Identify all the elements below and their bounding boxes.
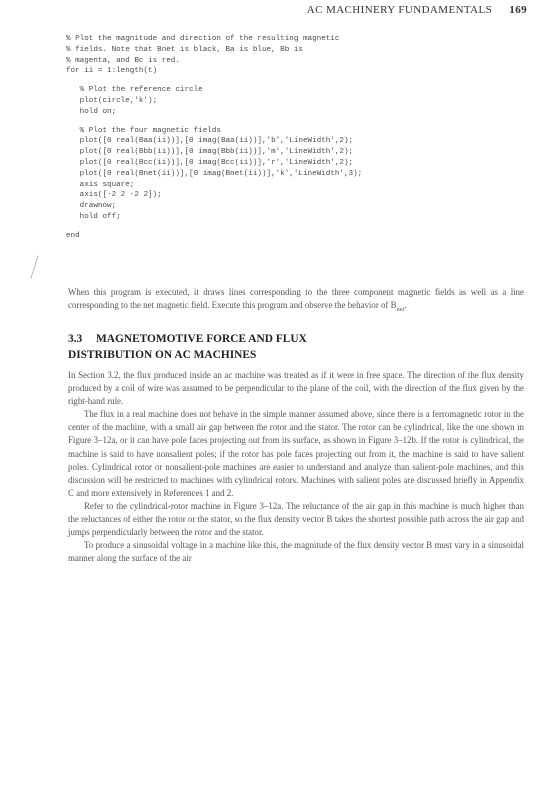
code-line: plot([0 real(Baa(ii))],[0 imag(Baa(ii))],'b','LineWidth',2);	[66, 137, 354, 146]
code-line: axis([-2 2 -2 2]);	[66, 191, 162, 200]
page-number: 169	[509, 4, 527, 16]
section-number: 3.3	[68, 333, 83, 345]
code-line: % magenta, and Bc is red.	[66, 56, 180, 65]
code-line: axis square;	[66, 180, 135, 189]
paragraph-text: When this program is executed, it draws lines corresponding to the three component magnetic fields as well as a line corresponding to the net magnetic field. Execute this program and observe the behavior of B	[68, 287, 524, 311]
code-line: % Plot the four magnetic fields	[66, 126, 221, 135]
code-line: hold on;	[66, 107, 117, 116]
code-line: for ii = 1:length(t)	[66, 67, 158, 76]
code-listing	[66, 34, 526, 242]
code-line: drawnow;	[66, 202, 117, 211]
section-title-line2: DISTRIBUTION ON AC MACHINES	[68, 348, 257, 361]
code-line: plot([0 real(Bbb(ii))],[0 imag(Bbb(ii))],'m','LineWidth',2);	[66, 148, 354, 157]
running-header	[307, 0, 527, 20]
code-line: % fields. Note that Bnet is black, Ba is blue, Bb is	[66, 45, 303, 54]
paragraph-end: .	[404, 300, 407, 311]
section-heading	[68, 332, 518, 363]
subscript: net	[396, 305, 405, 313]
code-line: plot(circle,'k');	[66, 96, 158, 105]
body-paragraph-3: Refer to the cylindrical-rotor machine in Figure 3–12a. The reluctance of the air gap in this machine is much higher than the reluctances of either the rotor or the stator, so the flux density vector B takes the shortest possible path across the air gap and jumps perpendicularly between the rotor and the stator.	[68, 500, 524, 538]
code-line	[66, 223, 526, 231]
code-line: % Plot the reference circle	[66, 86, 203, 95]
code-line: plot([0 real(Bnet(ii))],[0 imag(Bnet(ii))],'k','LineWidth',3);	[66, 169, 363, 178]
code-line	[66, 77, 526, 85]
body-paragraph-1: In Section 3.2, the flux produced inside an ac machine was treated as if it were in free space. The direction of the flux density produced by a coil of wire was assumed to be perpendicular to the plane of the coil, with the direction of the flux given by the right-hand rule.	[68, 370, 524, 407]
margin-mark	[30, 255, 38, 278]
running-title: AC MACHINERY FUNDAMENTALS	[306, 4, 493, 16]
body-paragraph-4: To produce a sinusoidal voltage in a machine like this, the magnitude of the flux density vector B must vary in a sinusoidal manner along the surface of the air	[68, 540, 524, 564]
section-title-line1: MAGNETOMOTIVE FORCE AND FLUX	[96, 333, 307, 345]
code-line: % Plot the magnitude and direction of the resulting magnetic	[66, 35, 340, 43]
body-paragraph-2: The flux in a real machine does not behave in the simple manner assumed above, since there is a ferromagnetic rotor in the center of the machine, with a small air gap between the rotor and the stator. The rotor can be cylindrical, like the one shown in Figure 3–12a, or it can have pole faces projecting out from its surface, as shown in Figure 3–12b. If the rotor is cylindrical, the machine is said to have nonsalient poles; if the rotor has pole faces projecting out from it, the machine is said to have salient poles. Cylindrical rotor or nonsalient-pole machines are easier to understand and analyze than salient-pole machines, and this discussion will be restricted to machines with cylindrical rotors. Machines with salient poles are discussed briefly in Appendix C and more extensively in References 1 and 2.	[68, 409, 524, 498]
paragraph-after-code	[68, 286, 524, 316]
code-line: hold off;	[66, 212, 121, 221]
code-line	[66, 118, 526, 126]
code-line: plot([0 real(Bcc(ii))],[0 imag(Bcc(ii))],'r','LineWidth',2);	[66, 158, 354, 167]
section-body	[68, 369, 524, 565]
code-line: end	[66, 231, 80, 240]
